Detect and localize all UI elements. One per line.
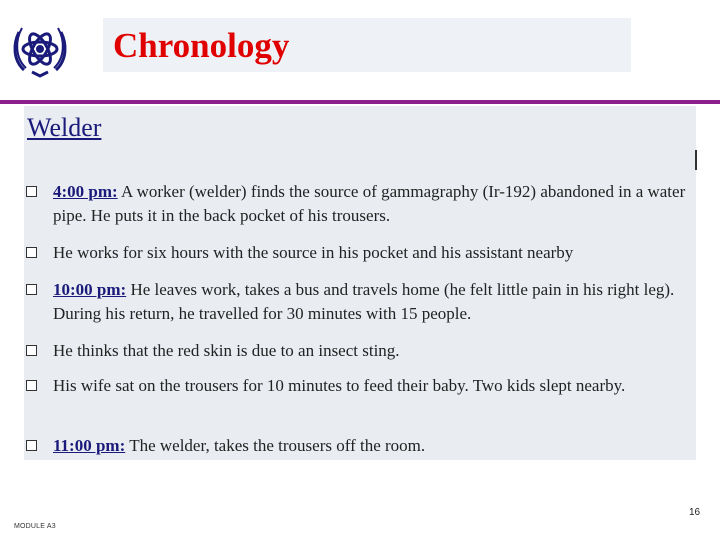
- bullet-time: 4:00 pm:: [53, 182, 118, 201]
- bullet-box-icon: [26, 186, 37, 197]
- bullet-text: He works for six hours with the source in his pocket and his assistant nearby: [53, 243, 574, 262]
- bullet-list: [24, 106, 696, 460]
- bullet-time: 11:00 pm:: [53, 436, 126, 455]
- bullet-box-icon: [26, 380, 37, 391]
- bullet-text: He thinks that the red skin is due to an insect sting.: [53, 341, 400, 360]
- bullet-box-icon: [26, 284, 37, 295]
- bullet-box-icon: [26, 345, 37, 356]
- slide-title: Chronology: [113, 26, 290, 65]
- bullet-text: He leaves work, takes a bus and travels home (he felt little pain in his right leg). During his return, he travelled for 30 minutes with 15 people.: [53, 280, 675, 323]
- bullet-text: A worker (welder) finds the source of gammagraphy (Ir-192) abandoned in a water pipe. He puts it in the back pocket of his trousers.: [53, 182, 686, 225]
- bullet-time: 10:00 pm:: [53, 280, 127, 299]
- iaea-logo-icon: [10, 18, 70, 80]
- content-box: [24, 106, 696, 460]
- bullet-box-icon: [26, 247, 37, 258]
- page-number: 16: [689, 507, 701, 518]
- footer-module: MODULE A3: [14, 523, 56, 530]
- slide-subtitle: Welder: [27, 113, 102, 142]
- bullet-text: The welder, takes the trousers off the room.: [125, 436, 426, 455]
- bullet-box-icon: [26, 440, 37, 451]
- bullet-text: His wife sat on the trousers for 10 minutes to feed their baby. Two kids slept nearby.: [53, 376, 626, 395]
- title-box: [103, 18, 631, 72]
- title-divider: [0, 100, 720, 104]
